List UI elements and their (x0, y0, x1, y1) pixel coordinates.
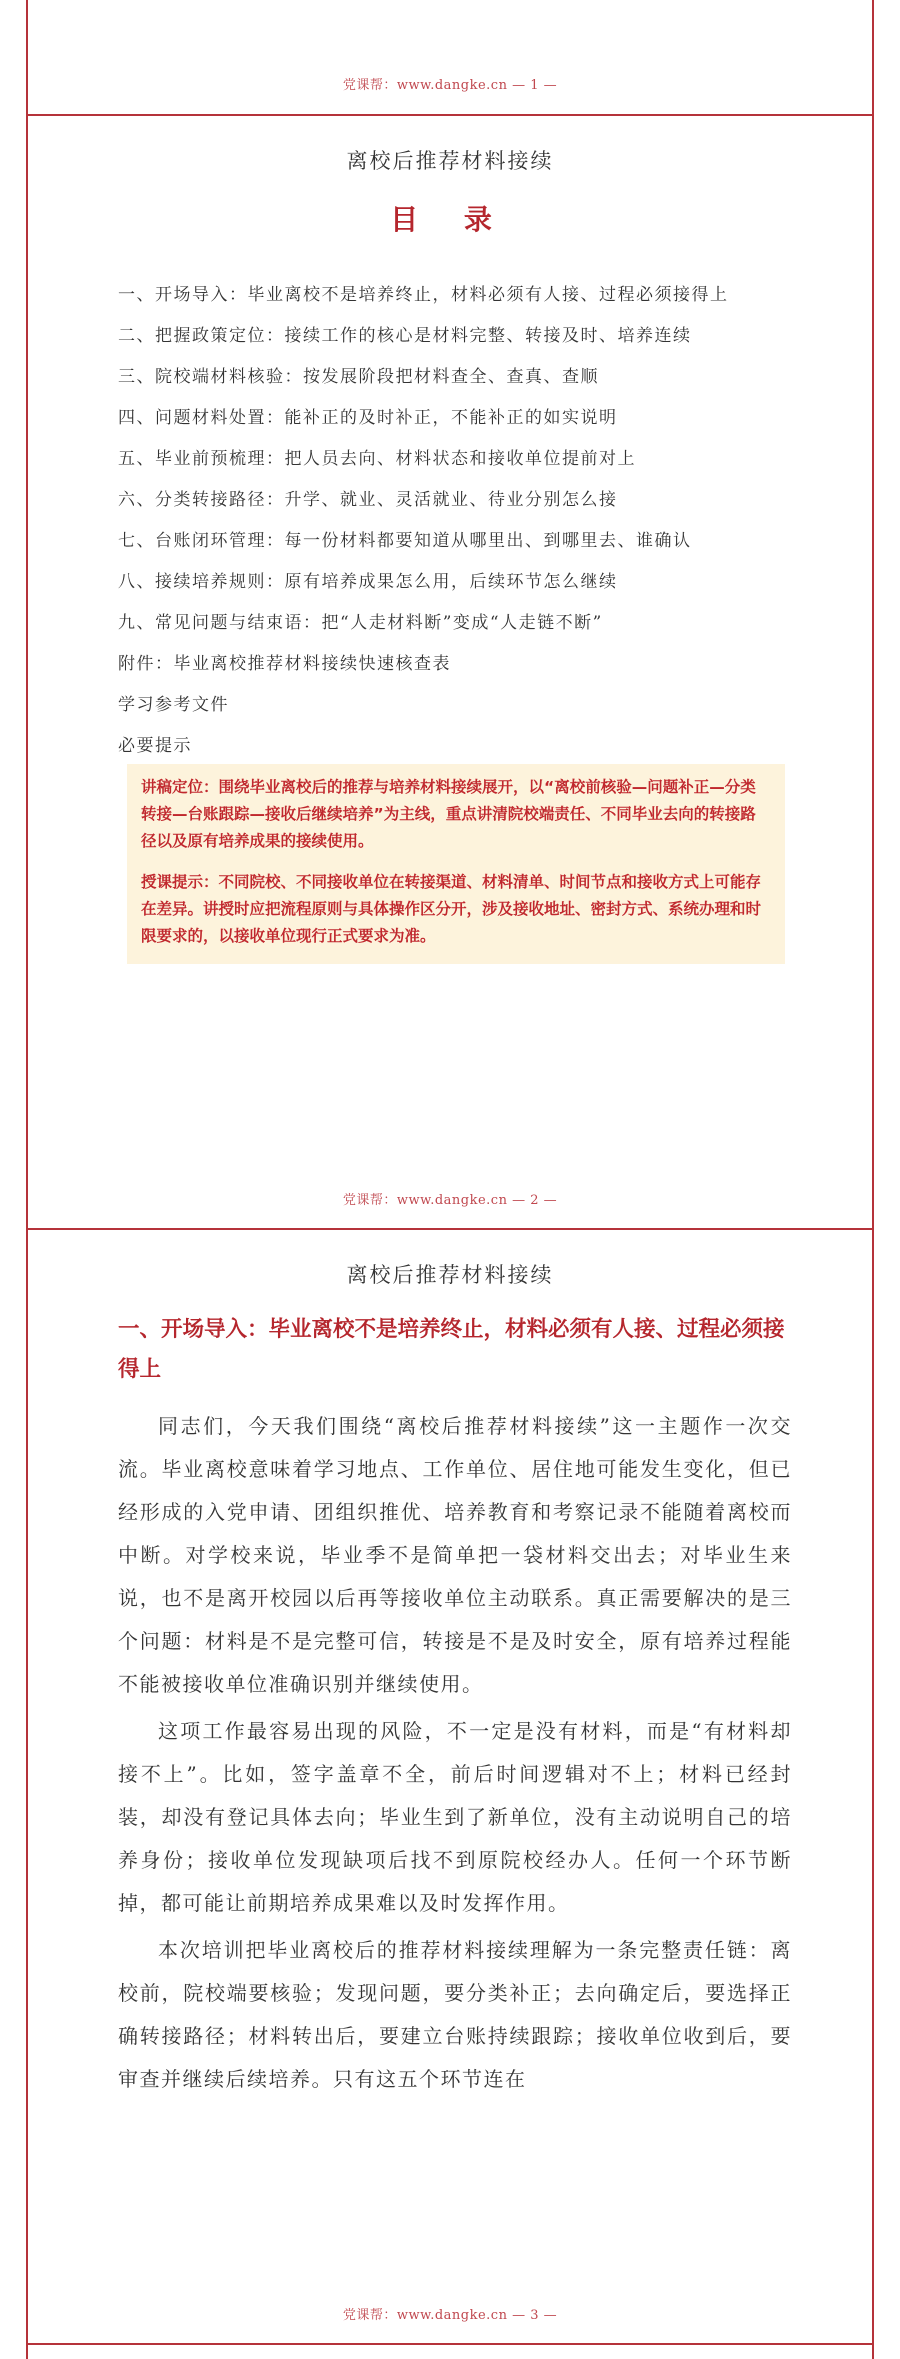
body-text (118, 1405, 792, 2105)
toc-item[interactable]: 九、常见问题与结束语：把“人走材料断”变成“人走链不断” (118, 613, 603, 633)
toc-item[interactable]: 四、问题材料处置：能补正的及时补正，不能补正的如实说明 (118, 408, 618, 428)
toc-item[interactable]: 二、把握政策定位：接续工作的核心是材料完整、转接及时、培养连续 (118, 326, 692, 346)
page-footer-1: 党课帮：www.dangke.cn — 1 — (342, 78, 558, 93)
page-divider-2 (26, 1228, 874, 1230)
toc-item[interactable]: 三、院校端材料核验：按发展阶段把材料查全、查真、查顺 (118, 367, 599, 387)
page-footer-2: 党课帮：www.dangke.cn — 2 — (342, 1193, 558, 1208)
page-3-doc-title: 离校后推荐材料接续 (346, 1263, 554, 1287)
body-paragraph: 本次培训把毕业离校后的推荐材料接续理解为一条完整责任链：离校前，院校端要核验；发现问题，要分类补正；去向确定后，要选择正确转接路径；材料转出后，要建立台账持续跟踪；接收单位收到后，要审查并继续后续培养。只有这五个环节连在 (118, 1938, 792, 2091)
lecture-note-box (127, 764, 785, 964)
page-divider-3 (26, 2343, 874, 2345)
toc-heading: 目 录 (390, 203, 510, 236)
toc-item[interactable]: 六、分类转接路径：升学、就业、灵活就业、待业分别怎么接 (118, 490, 618, 510)
page-2-doc-title: 离校后推荐材料接续 (346, 149, 554, 173)
toc-item[interactable]: 学习参考文件 (118, 695, 229, 715)
toc-item[interactable]: 附件：毕业离校推荐材料接续快速核查表 (118, 654, 451, 674)
page-footer-3: 党课帮：www.dangke.cn — 3 — (342, 2308, 558, 2323)
body-paragraph: 这项工作最容易出现的风险，不一定是没有材料，而是“有材料却接不上”。比如，签字盖章不全，前后时间逻辑对不上；材料已经封装，却没有登记具体去向；毕业生到了新单位，没有主动说明自己的培养身份；接收单位发现缺项后找不到原院校经办人。任何一个环节断掉，都可能让前期培养成果难以及时发挥作用。 (118, 1719, 792, 1915)
page-border-right (872, 0, 874, 2359)
page-divider-1 (26, 114, 874, 116)
toc-item[interactable]: 七、台账闭环管理：每一份材料都要知道从哪里出、到哪里去、谁确认 (118, 531, 692, 551)
note-positioning: 讲稿定位：围绕毕业离校后的推荐与培养材料接续展开，以“离校前核验—问题补正—分类转接—台账跟踪—接收后继续培养”为主线，重点讲清院校端责任、不同毕业去向的转接路径以及原有培养成果的接续使用。 (141, 778, 756, 850)
toc-item[interactable]: 八、接续培养规则：原有培养成果怎么用，后续环节怎么继续 (118, 572, 618, 592)
section-heading: 一、开场导入：毕业离校不是培养终止，材料必须有人接、过程必须接得上 (118, 1317, 785, 1382)
toc-item[interactable]: 一、开场导入：毕业离校不是培养终止，材料必须有人接、过程必须接得上 (118, 285, 729, 305)
toc-item[interactable]: 必要提示 (118, 736, 192, 756)
body-paragraph: 同志们，今天我们围绕“离校后推荐材料接续”这一主题作一次交流。毕业离校意味着学习地点、工作单位、居住地可能发生变化，但已经形成的入党申请、团组织推优、培养教育和考察记录不能随着离校而中断。对学校来说，毕业季不是简单把一袋材料交出去；对毕业生来说，也不是离开校园以后再等接收单位主动联系。真正需要解决的是三个问题：材料是不是完整可信，转接是不是及时安全，原有培养过程能不能被接收单位准确识别并继续使用。 (118, 1414, 792, 1696)
page-border-left (26, 0, 28, 2359)
toc-item[interactable]: 五、毕业前预梳理：把人员去向、材料状态和接收单位提前对上 (118, 449, 636, 469)
table-of-contents (118, 278, 798, 770)
note-reminder: 授课提示：不同院校、不同接收单位在转接渠道、材料清单、时间节点和接收方式上可能存在差异。讲授时应把流程原则与具体操作区分开，涉及接收地址、密封方式、系统办理和时限要求的，以接收单位现行正式要求为准。 (141, 873, 762, 945)
